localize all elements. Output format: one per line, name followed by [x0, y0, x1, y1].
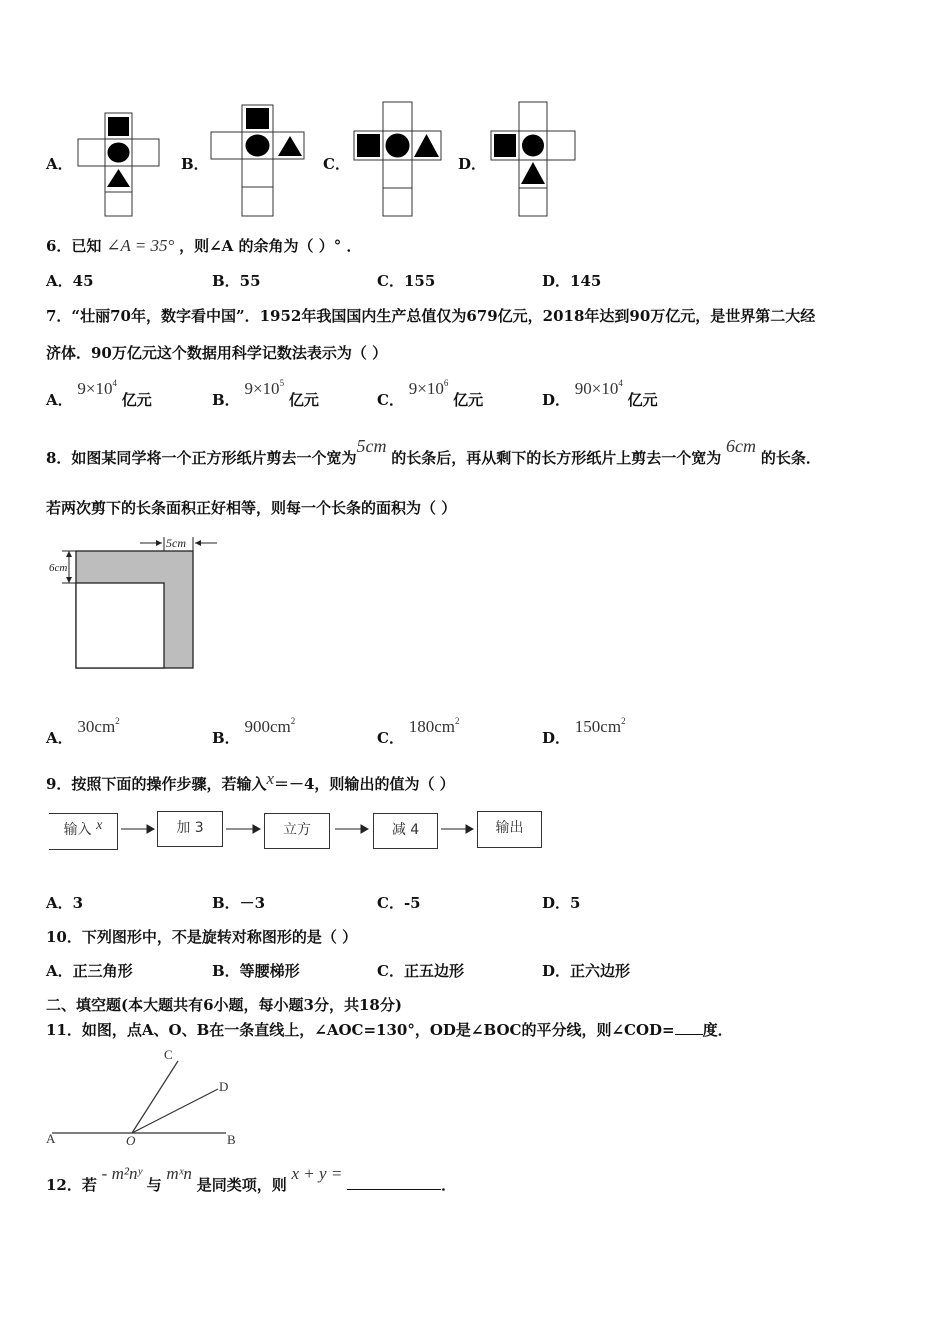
point-a-label: A: [46, 1131, 56, 1146]
q8-option-d: [542, 716, 626, 747]
point-c-label: C: [164, 1047, 173, 1062]
q7-option-c-unit: 亿元: [453, 391, 484, 409]
q8-option-a-value: 30cm: [77, 717, 116, 736]
q8-stem-part3: 的长条．: [760, 449, 821, 467]
q8-fig-label-left: 6cm: [49, 562, 68, 574]
q12-end: ．: [441, 1176, 457, 1194]
q9-stem-part2: ＝－4，则输出的值为（ ）: [274, 775, 455, 793]
q8-stem-part1: 8．如图某同学将一个正方形纸片剪去一个宽为: [46, 449, 357, 467]
q7-option-c-label: C．: [377, 391, 404, 409]
q5-option-d-label: D．: [458, 155, 487, 173]
q8-option-a: [46, 716, 120, 747]
q8-stem: [46, 436, 821, 467]
q7-option-b: [212, 378, 319, 409]
q5-option-c-label: C．: [323, 155, 350, 173]
q7-option-b-base: 9×10: [244, 379, 280, 398]
q8-stem-part2: 的长条后，再从剩下的长方形纸片上剪去一个宽为: [391, 449, 722, 467]
q8-figure: [46, 531, 236, 676]
q8-option-b: [212, 716, 296, 747]
q7-option-d-base: 90×10: [574, 379, 619, 398]
flow-box-cube: 立方: [264, 813, 330, 849]
q8-line2: 若两次剪下的长条面积正好相等，则每一个长条的面积为（ ）: [46, 499, 457, 517]
q8-option-d-value: 150cm: [574, 717, 622, 736]
q7-option-d-exp: 4: [618, 378, 623, 388]
q12-term2: mˣn: [166, 1164, 192, 1183]
flow-box-sub4: 减 4: [373, 813, 438, 849]
flow-box-add3: 加 3: [157, 811, 223, 847]
q7-line1: 7．“壮丽70年，数字看中国”．1952年我国国内生产总值仅为679亿元，2018年达到90万亿元，是世界第二大经: [46, 307, 816, 325]
q11-stem-text: 11．如图，点A、O、B在一条直线上，∠AOC=130°，OD是∠BOC的平分线，则∠COD=: [46, 1021, 675, 1039]
q12-part3: 是同类项，则: [196, 1176, 287, 1194]
q8-width-1: 5cm: [356, 436, 387, 456]
q8-option-c-label: C．: [377, 729, 404, 747]
q8-option-c: [377, 716, 460, 747]
net-c-icon: [351, 100, 445, 218]
q5-option-a-label: A．: [46, 155, 73, 173]
q7-option-a-label: A．: [46, 391, 73, 409]
q7-line2: 济体．90万亿元这个数据用科学记数法表示为（ ）: [46, 344, 388, 362]
q8-fig-label-top: 5cm: [166, 536, 186, 550]
flow-input-label: 输入: [63, 822, 92, 838]
net-a-icon: [72, 112, 164, 218]
q8-remaining-piece: [76, 583, 164, 668]
q10-option-b: B．等腰梯形: [212, 962, 300, 980]
q6-option-c: C．155: [377, 272, 436, 290]
q11-stem-suffix: 度．: [702, 1021, 733, 1039]
q7-option-a-base: 9×10: [77, 379, 113, 398]
q8-option-b-exp: 2: [290, 716, 296, 726]
flow-box-input: [49, 813, 118, 850]
q9-option-c: C．-5: [377, 894, 421, 912]
q8-option-d-exp: 2: [621, 716, 626, 726]
q12-part1: 12．若: [46, 1176, 97, 1194]
q7-option-a-unit: 亿元: [121, 391, 152, 409]
q10-option-a: A．正三角形: [46, 962, 133, 980]
point-d-label: D: [219, 1079, 229, 1094]
q9-stem: [46, 769, 455, 794]
q11-figure: [40, 1045, 250, 1150]
q12-answer-blank[interactable]: [347, 1189, 441, 1190]
ray-od: [132, 1089, 218, 1133]
q9-stem-part1: 9．按照下面的操作步骤，若输入: [46, 775, 267, 793]
q12-stem: [46, 1163, 457, 1194]
q8-option-a-exp: 2: [115, 716, 120, 726]
q9-option-d: D．5: [542, 894, 581, 912]
q8-option-a-label: A．: [46, 729, 73, 747]
q10-option-c: C．正五边形: [377, 962, 464, 980]
flow-input-var: x: [96, 818, 103, 833]
q6-option-a: A．45: [46, 272, 94, 290]
q7-option-d-unit: 亿元: [627, 391, 658, 409]
q6-angle-math: ∠A = 35°: [106, 236, 175, 255]
q10-stem: 10．下列图形中，不是旋转对称图形的是（ ）: [46, 928, 358, 946]
section-title: 二、填空题(本大题共有6小题，每小题3分，共18分): [46, 996, 402, 1014]
q7-option-c-exp: 6: [443, 378, 449, 388]
q8-option-c-value: 180cm: [408, 717, 456, 736]
q7-option-a-exp: 4: [112, 378, 118, 388]
q12-expression: x + y =: [291, 1164, 343, 1183]
q7-option-d-label: D．: [542, 391, 571, 409]
q11-answer-blank[interactable]: [675, 1034, 703, 1035]
q6-option-d: D．145: [542, 272, 602, 290]
q7-option-c-base: 9×10: [408, 379, 444, 398]
q5-option-b-label: B．: [181, 155, 209, 173]
q6-stem-rest: ，则∠A 的余角为（ ）° ．: [179, 237, 362, 255]
q10-option-d: D．正六边形: [542, 962, 631, 980]
q9-option-a: A．3: [46, 894, 84, 912]
q7-option-d: [542, 378, 658, 409]
q8-option-b-label: B．: [212, 729, 240, 747]
q8-option-b-value: 900cm: [244, 717, 291, 736]
q12-term1: - m²nʸ: [101, 1164, 142, 1183]
flow-box-output: 输出: [477, 811, 542, 848]
q7-option-b-unit: 亿元: [288, 391, 319, 409]
q6-option-b: B．55: [212, 272, 261, 290]
q6-number: 6．已知: [46, 237, 102, 255]
q7-option-b-exp: 5: [279, 378, 285, 388]
q8-option-d-label: D．: [542, 729, 571, 747]
q11-stem: [46, 1019, 733, 1040]
point-o-label: O: [126, 1133, 136, 1148]
q7-option-a: [46, 378, 152, 409]
q8-option-c-exp: 2: [455, 716, 460, 726]
net-b-icon: [207, 104, 307, 218]
q6-stem: [46, 235, 361, 256]
point-b-label: B: [227, 1132, 236, 1147]
flow-arrows: [118, 818, 478, 842]
q9-var: x: [266, 769, 274, 788]
q7-option-b-label: B．: [212, 391, 240, 409]
q12-part2: 与: [146, 1176, 162, 1194]
net-d-icon: [487, 100, 579, 218]
q9-option-b: B．－3: [212, 894, 266, 912]
q7-option-c: [377, 378, 484, 409]
q8-width-2: 6cm: [726, 436, 757, 456]
ray-oc: [132, 1061, 178, 1133]
